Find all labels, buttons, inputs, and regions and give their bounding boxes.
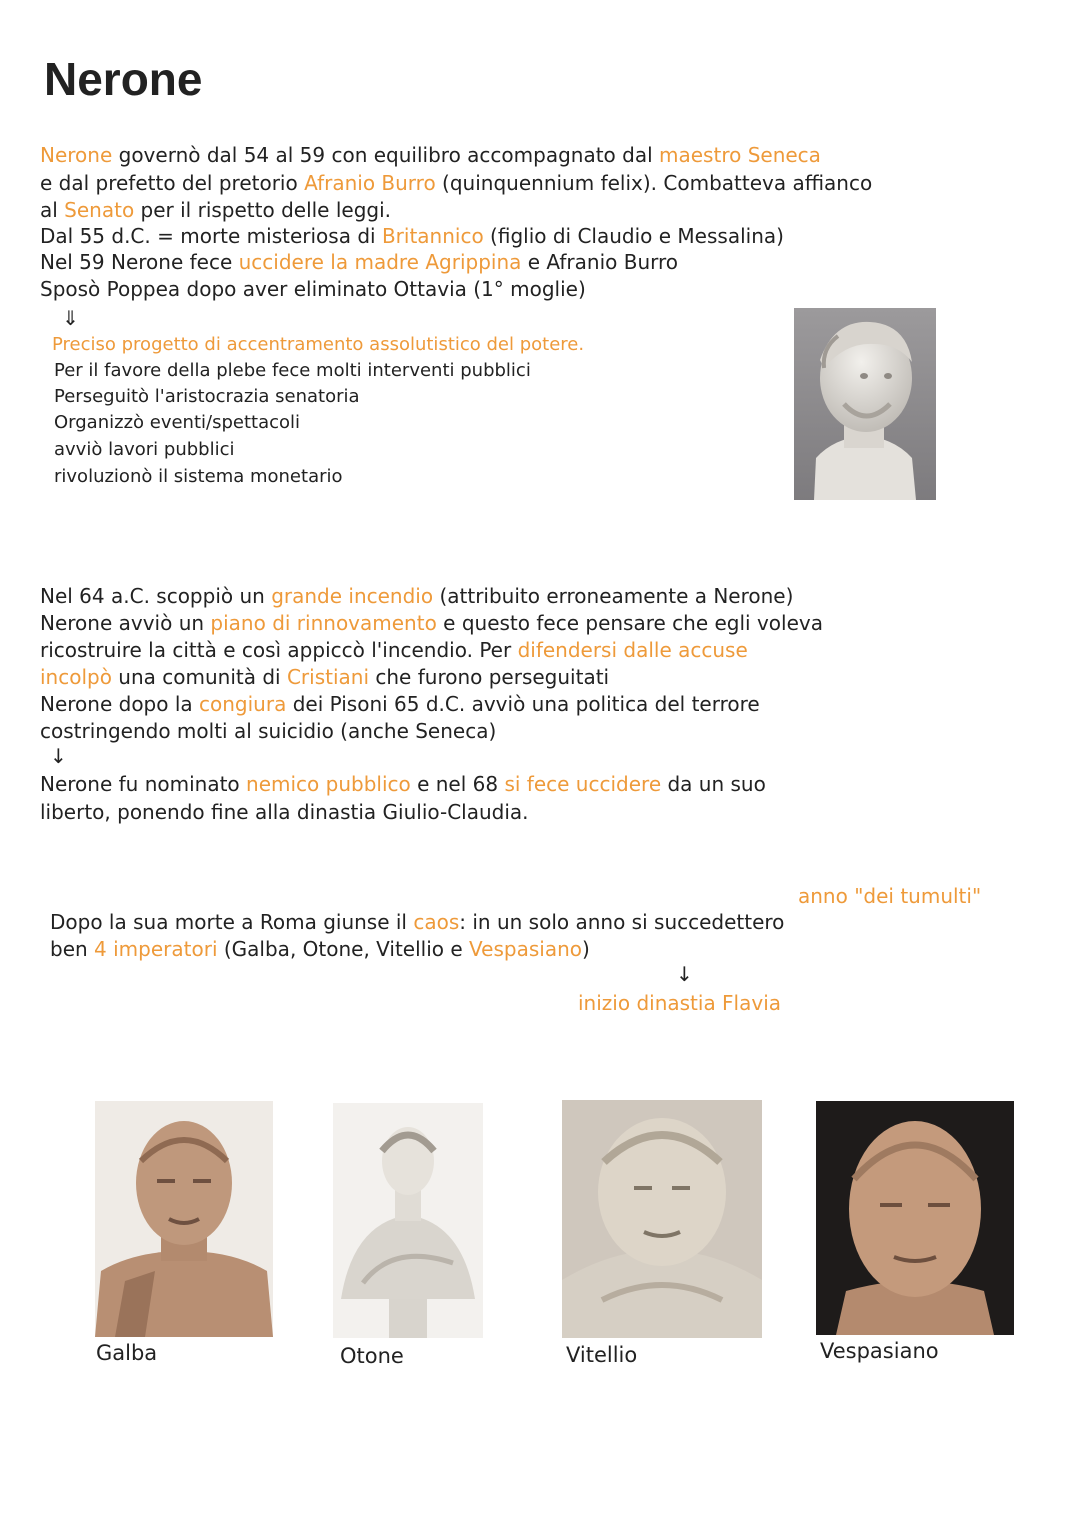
down-arrow-icon: ↓ [50,744,67,768]
down-double-arrow-icon: ⇓ [62,306,79,330]
text-line: inizio dinastia Flavia [578,991,782,1015]
text-line: Nel 64 a.C. scoppiò un grande incendio (attribuito erroneamente a Nerone) [40,584,794,608]
text-line: al Senato per il rispetto delle leggi. [40,198,392,222]
otone-bust-image [333,1103,483,1338]
text-line: Dal 55 d.C. = morte misteriosa di Britannico (figlio di Claudio e Messalina) [40,224,784,248]
text-line: costringendo molti al suicidio (anche Seneca) [40,719,497,743]
down-arrow-icon: ↓ [676,962,693,986]
text-line: Nerone governò dal 54 al 59 con equilibro accompagnato dal maestro Seneca [40,143,821,167]
annotation-note: anno "dei tumulti" [798,884,982,908]
galba-bust-image [95,1101,273,1337]
text-line: e dal prefetto del pretorio Afranio Burro (quinquennium felix). Combatteva affianco [40,171,873,195]
caption-otone: Otone [340,1344,404,1368]
text-line: Sposò Poppea dopo aver eliminato Ottavia (1° moglie) [40,277,586,301]
text-line: Organizzò eventi/spettacoli [54,412,301,433]
nero-bust-image [794,308,936,500]
text-line: Nerone fu nominato nemico pubblico e nel 68 si fece uccidere da un suo [40,772,766,796]
caption-vitellio: Vitellio [566,1343,638,1367]
text-line: incolpò una comunità di Cristiani che furono perseguitati [40,665,610,689]
caption-galba: Galba [96,1341,158,1365]
text-line: avviò lavori pubblici [54,439,235,460]
text-line: ben 4 imperatori (Galba, Otone, Vitellio e Vespasiano) [50,937,590,961]
text-line: rivoluzionò il sistema monetario [54,466,343,487]
text-line: ricostruire la città e così appiccò l'incendio. Per difendersi dalle accuse [40,638,748,662]
text-line: Nerone dopo la congiura dei Pisoni 65 d.C. avviò una politica del terrore [40,692,760,716]
text-line: liberto, ponendo fine alla dinastia Giulio-Claudia. [40,800,529,824]
text-line: Nel 59 Nerone fece uccidere la madre Agrippina e Afranio Burro [40,250,679,274]
text-line: Preciso progetto di accentramento assolutistico del potere. [52,334,585,355]
vespasiano-bust-image [816,1101,1014,1335]
text-line: Perseguitò l'aristocrazia senatoria [54,386,360,407]
text-line: Per il favore della plebe fece molti interventi pubblici [54,360,531,381]
text-line: Nerone avviò un piano di rinnovamento e questo fece pensare che egli voleva [40,611,823,635]
vitellio-bust-image [562,1100,762,1338]
caption-vespasiano: Vespasiano [820,1339,939,1363]
page-title: Nerone [44,53,203,105]
text-line: Dopo la sua morte a Roma giunse il caos: in un solo anno si succedettero [50,910,785,934]
